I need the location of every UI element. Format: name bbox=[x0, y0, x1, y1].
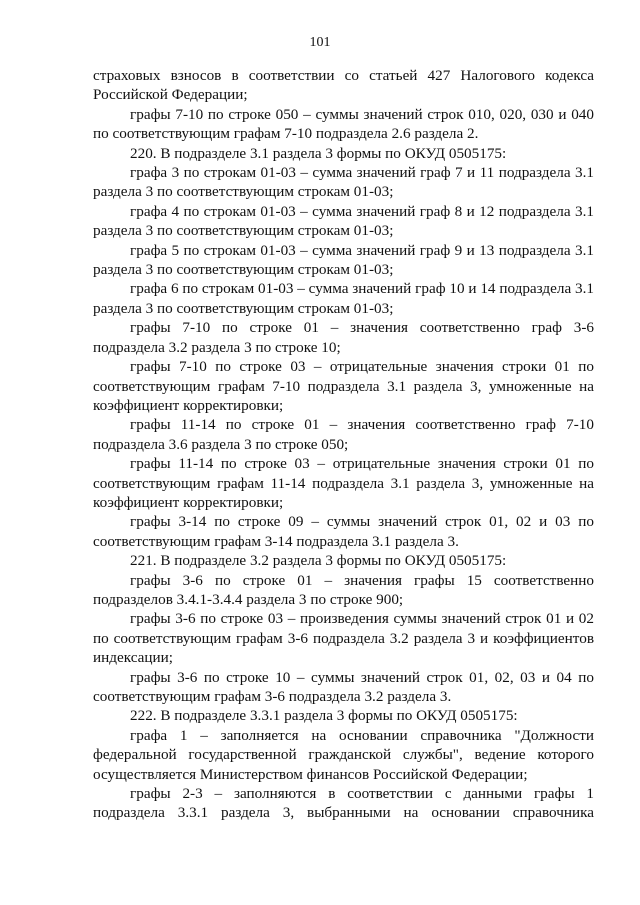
paragraph: графа 5 по строкам 01-03 – сумма значений граф 9 и 13 подраздела 3.1 раздела 3 по соответствующим строкам 01-03; bbox=[93, 241, 594, 279]
paragraph: графа 6 по строкам 01-03 – сумма значений граф 10 и 14 подраздела 3.1 раздела 3 по соответствующим строкам 01-03; bbox=[93, 280, 594, 317]
document-body bbox=[93, 66, 594, 823]
paragraph: страховых взносов в соответствии со статьей 427 Налогового кодекса Российской Федерации; bbox=[93, 67, 594, 104]
paragraph: графы 3-14 по строке 09 – суммы значений строк 01, 02 и 03 по соответствующим графам 3-14 подраздела 3.1 раздела 3. bbox=[93, 513, 594, 550]
paragraph: графы 7-10 по строке 050 – суммы значений строк 010, 020, 030 и 040 по соответствующим графам 7-10 подраздела 2.6 раздела 2. bbox=[93, 105, 594, 143]
section-heading: 220. В подразделе 3.1 раздела 3 формы по ОКУД 0505175: bbox=[130, 144, 507, 162]
paragraph: графы 3-6 по строке 10 – суммы значений строк 01, 02, 03 и 04 по соответствующим графам 3-6 подраздела 3.2 раздела 3. bbox=[93, 668, 594, 705]
paragraph: графы 11-14 по строке 01 – значения соответственно граф 7-10 подраздела 3.6 раздела 3 по строке 050; bbox=[93, 416, 594, 453]
section-heading: 222. В подразделе 3.3.1 раздела 3 формы по ОКУД 0505175: bbox=[130, 707, 518, 725]
page-number: 101 bbox=[309, 35, 331, 50]
paragraph: графа 4 по строкам 01-03 – сумма значений граф 8 и 12 подраздела 3.1 раздела 3 по соответствующим строкам 01-03; bbox=[93, 202, 594, 240]
paragraph: графа 3 по строкам 01-03 – сумма значений граф 7 и 11 подраздела 3.1 раздела 3 по соответствующим строкам 01-03; bbox=[93, 164, 594, 201]
section-heading: 221. В подразделе 3.2 раздела 3 формы по ОКУД 0505175: bbox=[130, 552, 507, 570]
paragraph: графа 1 – заполняется на основании справочника "Должности федеральной государственной гражданской службы", ведение которого осуществляется Министерством финансов Российской Федерации; bbox=[93, 726, 594, 783]
paragraph: графы 11-14 по строке 03 – отрицательные значения строки 01 по соответствующим графам 11-14 подраздела 3.1 раздела 3, умноженные на коэффициент корректировки; bbox=[93, 455, 594, 511]
paragraph: графы 7-10 по строке 03 – отрицательные значения строки 01 по соответствующим графам 7-10 подраздела 3.1 раздела 3, умноженные на коэффициент корректировки; bbox=[93, 358, 594, 414]
paragraph: графы 2-3 – заполняются в соответствии с данными графы 1 подраздела 3.3.1 раздела 3, выбранными на основании справочника bbox=[93, 785, 594, 822]
paragraph: графы 3-6 по строке 03 – произведения суммы значений строк 01 и 02 по соответствующим графам 3-6 подраздела 3.2 раздела 3 и коэффициентов индексации; bbox=[93, 610, 594, 667]
paragraph: графы 7-10 по строке 01 – значения соответственно граф 3-6 подраздела 3.2 раздела 3 по строке 10; bbox=[93, 319, 594, 356]
paragraph: графы 3-6 по строке 01 – значения графы 15 соответственно подразделов 3.4.1-3.4.4 раздела 3 по строке 900; bbox=[93, 571, 594, 608]
